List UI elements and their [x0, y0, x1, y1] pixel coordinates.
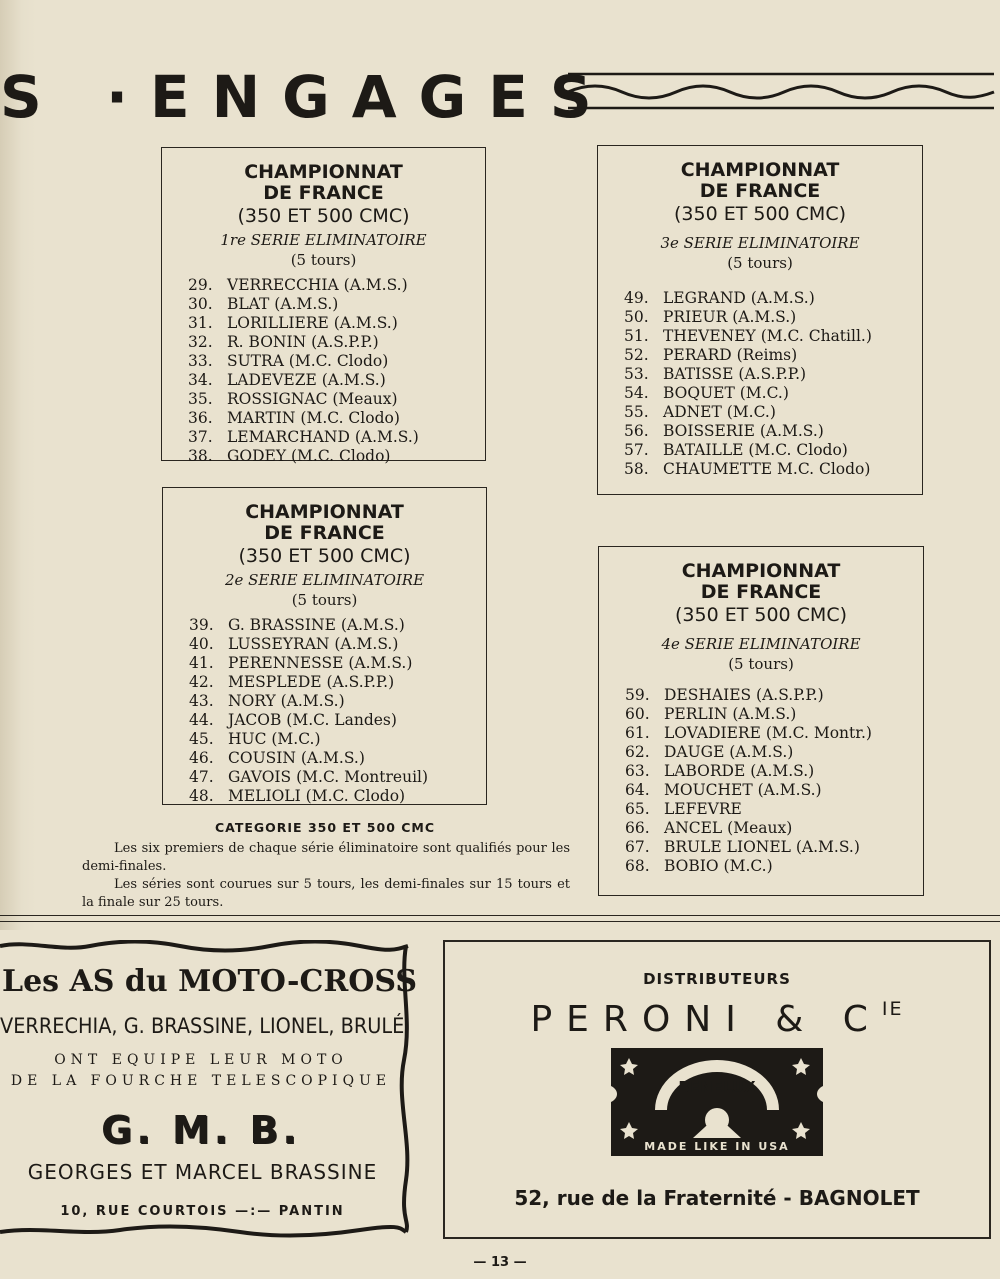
box-title-line2: DE FRANCE [699, 180, 821, 202]
box-tours: (5 tours) [291, 591, 358, 609]
list-item: 32. R. BONIN (A.S.P.P.) [188, 333, 379, 351]
list-item: 52. PERARD (Reims) [624, 346, 798, 364]
box-serie: 2e SERIE ELIMINATOIRE [224, 571, 425, 589]
ad-company: GEORGES ET MARCEL BRASSINE [27, 1160, 378, 1184]
list-item: 45. HUC (M.C.) [189, 730, 321, 748]
list-item: 50. PRIEUR (A.M.S.) [624, 308, 797, 326]
list-item: 61. LOVADIERE (M.C. Montr.) [625, 724, 872, 742]
list-item: 60. PERLIN (A.M.S.) [625, 705, 797, 723]
list-item: 67. BRULE LIONEL (A.M.S.) [625, 838, 860, 856]
entry-list [599, 686, 923, 876]
page-heading: S ·ENGAGES [0, 63, 614, 131]
box-title-line1: CHAMPIONNAT [681, 560, 841, 582]
list-item: 55. ADNET (M.C.) [624, 403, 776, 421]
list-item: 54. BOQUET (M.C.) [624, 384, 789, 402]
ad-address: 10, RUE COURTOIS —:— PANTIN [60, 1204, 345, 1219]
list-item: 65. LEFEVRE [625, 800, 742, 818]
list-item: 41. PERENNESSE (A.M.S.) [189, 654, 413, 672]
box-tours: (5 tours) [290, 251, 357, 269]
list-item: 57. BATAILLE (M.C. Clodo) [624, 441, 848, 459]
decorative-wave-rule [566, 70, 996, 112]
box-subtitle: (350 ET 500 CMC) [674, 604, 847, 626]
benelux-blade-logo [601, 1046, 833, 1158]
list-item: 39. G. BRASSINE (A.M.S.) [189, 616, 405, 634]
list-item: 43. NORY (A.M.S.) [189, 692, 345, 710]
series-box-1 [161, 147, 486, 465]
ad-address: 52, rue de la Fraternité - BAGNOLET [514, 1186, 920, 1210]
box-title-line2: DE FRANCE [263, 182, 384, 204]
section-divider [0, 915, 1000, 916]
box-title-line2: DE FRANCE [700, 581, 822, 603]
series-box-4 [598, 546, 924, 896]
list-item: 36. MARTIN (M.C. Clodo) [188, 409, 400, 427]
box-serie: 1re SERIE ELIMINATOIRE [220, 231, 427, 249]
box-subtitle: (350 ET 500 CMC) [673, 203, 846, 225]
category-paragraph-1: Les six premiers de chaque série éliminatoire sont qualifiés pour les demi-finales. [82, 841, 570, 874]
list-item: 37. LEMARCHAND (A.M.S.) [188, 428, 419, 446]
list-item: 40. LUSSEYRAN (A.M.S.) [189, 635, 399, 653]
list-item: 59. DESHAIES (A.S.P.P.) [625, 686, 824, 704]
list-item: 49. LEGRAND (A.M.S.) [624, 289, 815, 307]
ad-riders: VERRECHIA, G. BRASSINE, LIONEL, BRULÉ [0, 1014, 405, 1038]
advertisement-gmb [0, 940, 418, 1238]
box-subtitle: (350 ET 500 CMC) [237, 205, 410, 227]
box-title-line1: CHAMPIONNAT [244, 161, 403, 183]
box-subtitle: (350 ET 500 CMC) [238, 545, 411, 567]
entry-list [162, 276, 485, 466]
list-item: 64. MOUCHET (A.M.S.) [625, 781, 822, 799]
box-tours: (5 tours) [728, 655, 794, 673]
list-item: 44. JACOB (M.C. Landes) [189, 711, 397, 729]
list-item: 30. BLAT (A.M.S.) [188, 295, 339, 313]
list-item: 34. LADEVEZE (A.M.S.) [188, 371, 386, 389]
box-title-line2: DE FRANCE [264, 522, 385, 544]
ad-brand: PERONI & $C^{IE}$ [530, 998, 904, 1040]
box-serie: 3e SERIE ELIMINATOIRE [660, 234, 860, 252]
list-item: 48. MELIOLI (M.C. Clodo) [189, 787, 406, 805]
list-item: 56. BOISSERIE (A.M.S.) [624, 422, 824, 440]
category-text [82, 840, 570, 912]
logo-banner-text: BENELUX [678, 1078, 756, 1096]
list-item: 35. ROSSIGNAC (Meaux) [188, 390, 398, 408]
list-item: 29. VERRECCHIA (A.M.S.) [188, 276, 408, 294]
ad-label: DISTRIBUTEURS [643, 970, 791, 988]
box-serie: 4e SERIE ELIMINATOIRE [661, 635, 861, 653]
page-number: — 13 — [473, 1255, 527, 1270]
list-item: 33. SUTRA (M.C. Clodo) [188, 352, 389, 370]
ad-brand-logo: G. M. B. [101, 1108, 301, 1152]
box-title-line1: CHAMPIONNAT [245, 501, 404, 523]
page-fold-shadow [0, 0, 36, 930]
list-item: 38. GODEY (M.C. Clodo) [188, 447, 391, 465]
list-item: 68. BOBIO (M.C.) [625, 857, 773, 875]
series-box-3 [597, 145, 923, 495]
list-item: 31. LORILLIERE (A.M.S.) [188, 314, 398, 332]
entry-list [163, 616, 486, 806]
list-item: 66. ANCEL (Meaux) [625, 819, 793, 837]
box-title-line1: CHAMPIONNAT [680, 159, 840, 181]
ad-title: Les AS du MOTO-CROSS [2, 964, 418, 999]
box-tours: (5 tours) [727, 254, 793, 272]
category-paragraph-2: Les séries sont courues sur 5 tours, les demi-finales sur 15 tours et la finale sur 25 tours. [82, 877, 570, 910]
ad-line-1: ONT EQUIPE LEUR MOTO [54, 1052, 348, 1068]
category-title: CATEGORIE 350 ET 500 CMC [214, 820, 436, 835]
list-item: 46. COUSIN (A.M.S.) [189, 749, 365, 767]
list-item: 63. LABORDE (A.M.S.) [625, 762, 815, 780]
entry-list [598, 289, 922, 479]
list-item: 62. DAUGE (A.M.S.) [625, 743, 794, 761]
list-item: 47. GAVOIS (M.C. Montreuil) [189, 768, 429, 786]
series-box-2 [162, 487, 487, 805]
logo-made-in-text: MADE LIKE IN USA [644, 1140, 790, 1153]
section-divider [0, 921, 1000, 922]
list-item: 51. THEVENEY (M.C. Chatill.) [624, 327, 872, 345]
list-item: 42. MESPLEDE (A.S.P.P.) [189, 673, 395, 691]
ad-line-2: DE LA FOURCHE TELESCOPIQUE [10, 1073, 392, 1089]
list-item: 58. CHAUMETTE M.C. Clodo) [624, 460, 871, 478]
advertisement-peroni [443, 940, 991, 1239]
list-item: 53. BATISSE (A.S.P.P.) [624, 365, 807, 383]
